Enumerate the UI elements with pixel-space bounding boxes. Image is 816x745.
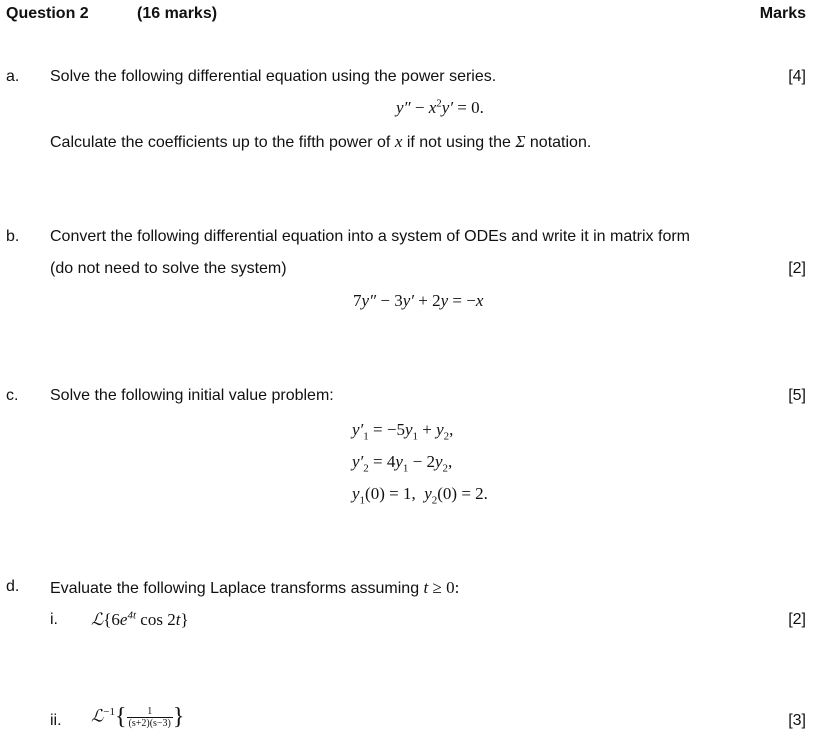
part-d-i-expression: $ℒ\{6e^{4t}$ cos 2t}	[91, 609, 189, 629]
part-d-ii-marks: [3]	[788, 712, 806, 729]
part-b-prompt-line1: Convert the following differential equation into a system of ODEs and write it in matrix form	[50, 228, 690, 245]
part-d-prompt: Evaluate the following Laplace transforms assuming t ≥ 0:	[50, 578, 460, 597]
part-c-label: c.	[6, 387, 19, 404]
part-d-i-marks: [2]	[788, 611, 806, 628]
part-d-i-label: i.	[50, 611, 58, 628]
part-c-equation-2: $y'_2 = 4y_1 - 2y_2$,	[352, 452, 453, 475]
part-a-label: a.	[6, 68, 20, 85]
part-a-marks: [4]	[788, 68, 806, 85]
question-marks-total: (16 marks)	[137, 5, 218, 22]
part-a-note: Calculate the coefficients up to the fifth power of x if not using the Σ notation.	[50, 132, 592, 151]
part-b-equation: 7y″ − 3y′ + 2y = −x	[353, 291, 484, 310]
part-d-ii-label: ii.	[50, 712, 62, 729]
part-c-initial-conditions: $y_1(0) = 1$, $y_2(0) = 2$.	[352, 484, 488, 507]
part-d-label: d.	[6, 578, 20, 595]
part-a-prompt: Solve the following differential equation using the power series.	[50, 68, 497, 85]
question-title: Question 2	[6, 5, 89, 22]
part-b-label: b.	[6, 228, 20, 245]
part-b-marks: [2]	[788, 260, 806, 277]
part-c-equation-1: $y'_1 = -5y_1 + y_2$,	[352, 420, 454, 443]
part-c-prompt: Solve the following initial value problem:	[50, 387, 334, 404]
part-b-prompt-line2: (do not need to solve the system)	[50, 260, 287, 277]
part-c-marks: [5]	[788, 387, 806, 404]
marks-heading: Marks	[759, 5, 806, 22]
part-d-ii-expression: ℒ$^{-1}${ $\frac{1}{(s+2)(s-3)}$ }	[91, 704, 185, 730]
part-a-equation: $y'' - x^2y' = 0$.	[396, 97, 484, 117]
